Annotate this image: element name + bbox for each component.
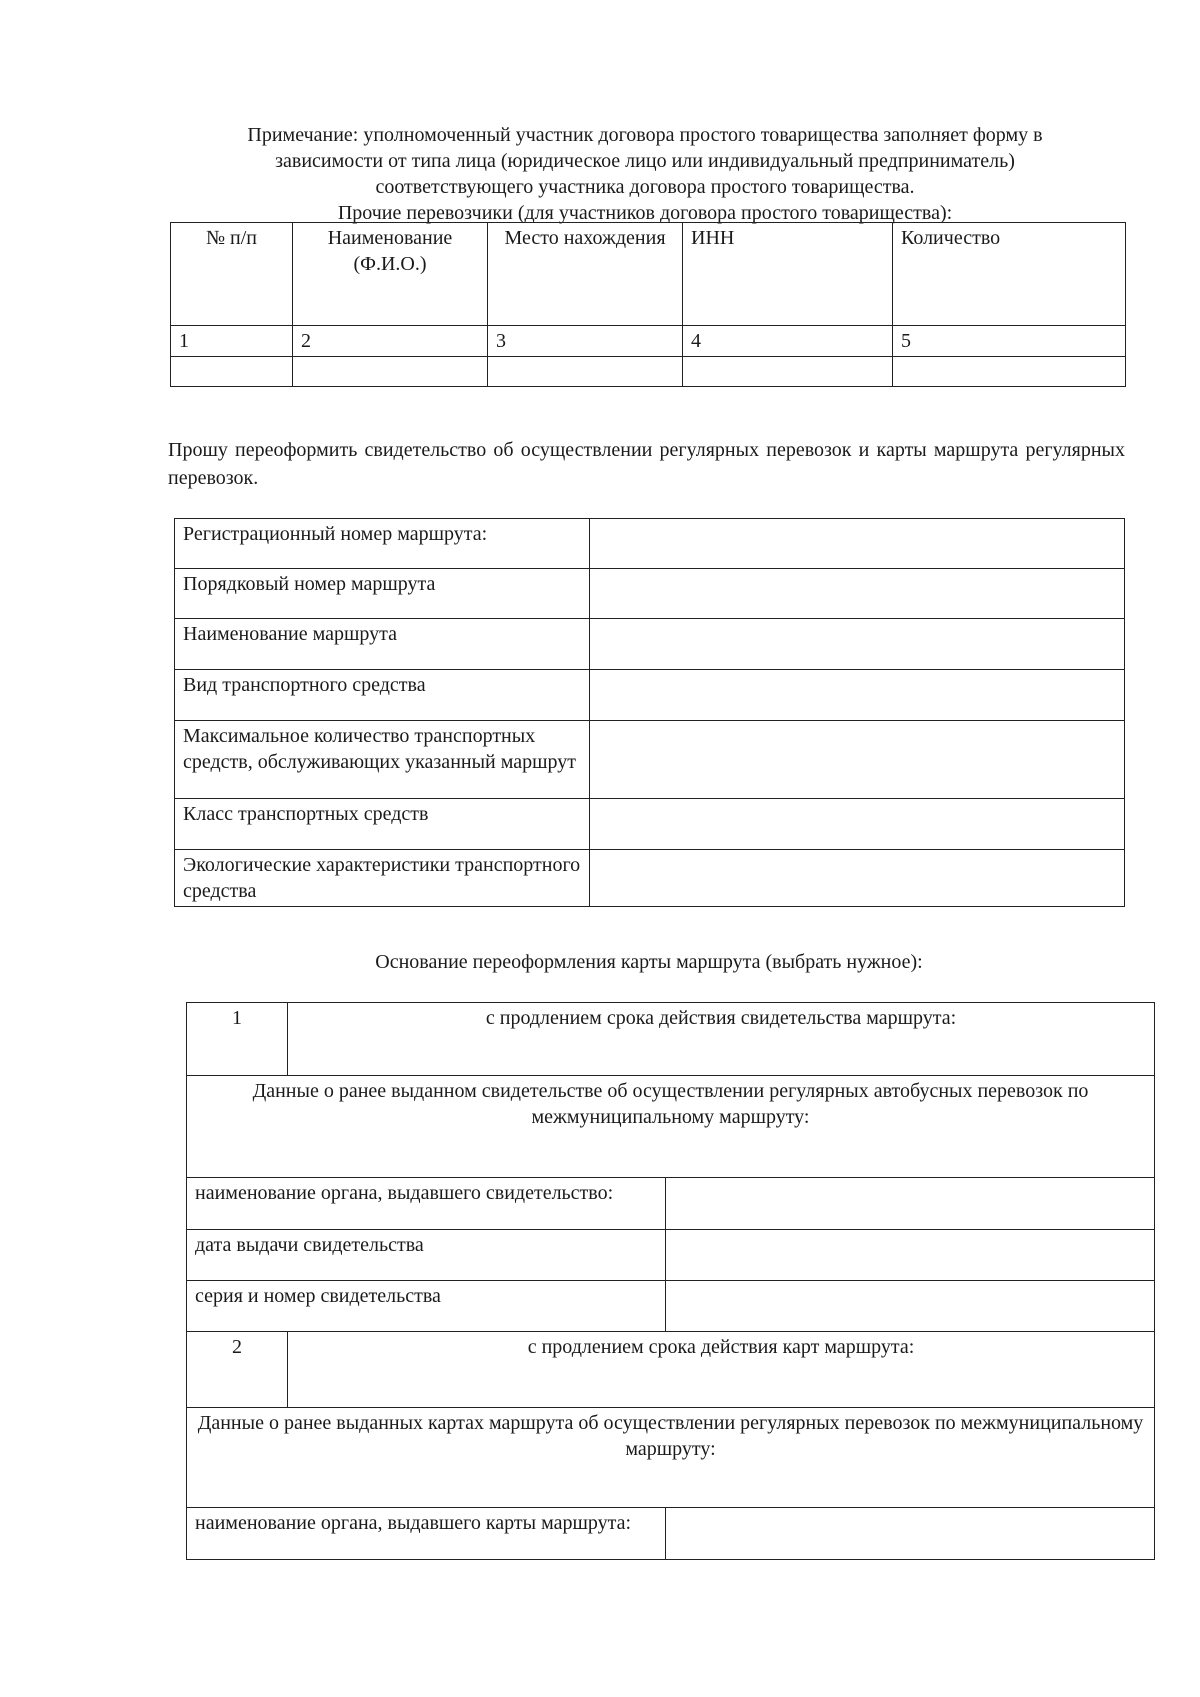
certificate-row (187, 1178, 1155, 1230)
route-row (175, 721, 1125, 799)
empty-cell[interactable] (893, 357, 1126, 387)
cards-info-row (187, 1408, 1155, 1508)
route-value-cell[interactable] (590, 670, 1125, 721)
header-name: Наименование (Ф.И.О.) (293, 223, 488, 326)
carriers-number-row (171, 326, 1126, 357)
note-line-1: Примечание: уполномоченный участник договора простого товарищества заполняет форму в (247, 124, 1043, 146)
route-value-cell[interactable] (590, 519, 1125, 569)
carriers-header-row (171, 223, 1126, 326)
header-location: Место нахождения (488, 223, 683, 326)
empty-cell[interactable] (293, 357, 488, 387)
note-line-3: соответствующего участника договора простого товарищества. (375, 176, 915, 198)
route-value-cell[interactable] (590, 569, 1125, 619)
route-value-cell[interactable] (590, 619, 1125, 670)
route-row (175, 569, 1125, 619)
route-label-name: Наименование маршрута (175, 619, 590, 670)
route-row (175, 850, 1125, 907)
route-row (175, 619, 1125, 670)
col-number-5: 5 (893, 326, 1126, 357)
route-label-sequence-number: Порядковый номер маршрута (175, 569, 590, 619)
route-label-vehicle-type: Вид транспортного средства (175, 670, 590, 721)
certificate-row (187, 1281, 1155, 1332)
header-number: № п/п (171, 223, 293, 326)
col-number-4: 4 (683, 326, 893, 357)
cert-label-issuing-authority: наименование органа, выдавшего свидетельство: (187, 1178, 666, 1230)
option-1-number[interactable]: 1 (187, 1003, 288, 1076)
col-number-1: 1 (171, 326, 293, 357)
route-value-cell[interactable] (590, 850, 1125, 907)
option-1-text: с продлением срока действия свидетельства маршрута: (288, 1003, 1155, 1076)
certificate-info-text: Данные о ранее выданном свидетельстве об осуществлении регулярных автобусных перевозок по межмуниципальному маршруту: (187, 1076, 1155, 1178)
cards-value-cell[interactable] (666, 1508, 1155, 1560)
route-label-max-vehicles: Максимальное количество транспортных средств, обслуживающих указанный маршрут (175, 721, 590, 799)
cards-label-issuing-authority: наименование органа, выдавшего карты маршрута: (187, 1508, 666, 1560)
route-value-cell[interactable] (590, 721, 1125, 799)
cert-value-cell[interactable] (666, 1178, 1155, 1230)
col-number-2: 2 (293, 326, 488, 357)
basis-table (186, 1002, 1155, 1560)
cards-row (187, 1508, 1155, 1560)
route-label-registration-number: Регистрационный номер маршрута: (175, 519, 590, 569)
cert-label-issue-date: дата выдачи свидетельства (187, 1230, 666, 1281)
empty-cell[interactable] (683, 357, 893, 387)
cards-info-text: Данные о ранее выданных картах маршрута об осуществлении регулярных перевозок по межмуниципальному маршруту: (187, 1408, 1155, 1508)
cert-value-cell[interactable] (666, 1281, 1155, 1332)
route-row (175, 519, 1125, 569)
note-block (160, 122, 1130, 226)
option-1-row (187, 1003, 1155, 1076)
carriers-empty-row (171, 357, 1126, 387)
route-table (174, 518, 1125, 907)
certificate-info-row (187, 1076, 1155, 1178)
route-label-ecology: Экологические характеристики транспортного средства (175, 850, 590, 907)
header-inn: ИНН (683, 223, 893, 326)
route-row (175, 799, 1125, 850)
route-row (175, 670, 1125, 721)
option-2-text: с продлением срока действия карт маршрута: (288, 1332, 1155, 1408)
option-2-number[interactable]: 2 (187, 1332, 288, 1408)
col-number-3: 3 (488, 326, 683, 357)
route-label-vehicle-class: Класс транспортных средств (175, 799, 590, 850)
certificate-row (187, 1230, 1155, 1281)
carriers-title: Прочие перевозчики (для участников договора простого товарищества): (337, 202, 953, 224)
basis-title: Основание переоформления карты маршрута (выбрать нужное): (375, 951, 923, 973)
carriers-table (170, 222, 1126, 387)
cert-value-cell[interactable] (666, 1230, 1155, 1281)
option-2-row (187, 1332, 1155, 1408)
cert-label-series-number: серия и номер свидетельства (187, 1281, 666, 1332)
route-value-cell[interactable] (590, 799, 1125, 850)
empty-cell[interactable] (488, 357, 683, 387)
note-line-2: зависимости от типа лица (юридическое лицо или индивидуальный предприниматель) (275, 150, 1015, 172)
header-quantity: Количество (893, 223, 1126, 326)
request-text: Прошу переоформить свидетельство об осуществлении регулярных перевозок и карты маршрута регулярных перевозок. (168, 439, 1125, 489)
empty-cell[interactable] (171, 357, 293, 387)
